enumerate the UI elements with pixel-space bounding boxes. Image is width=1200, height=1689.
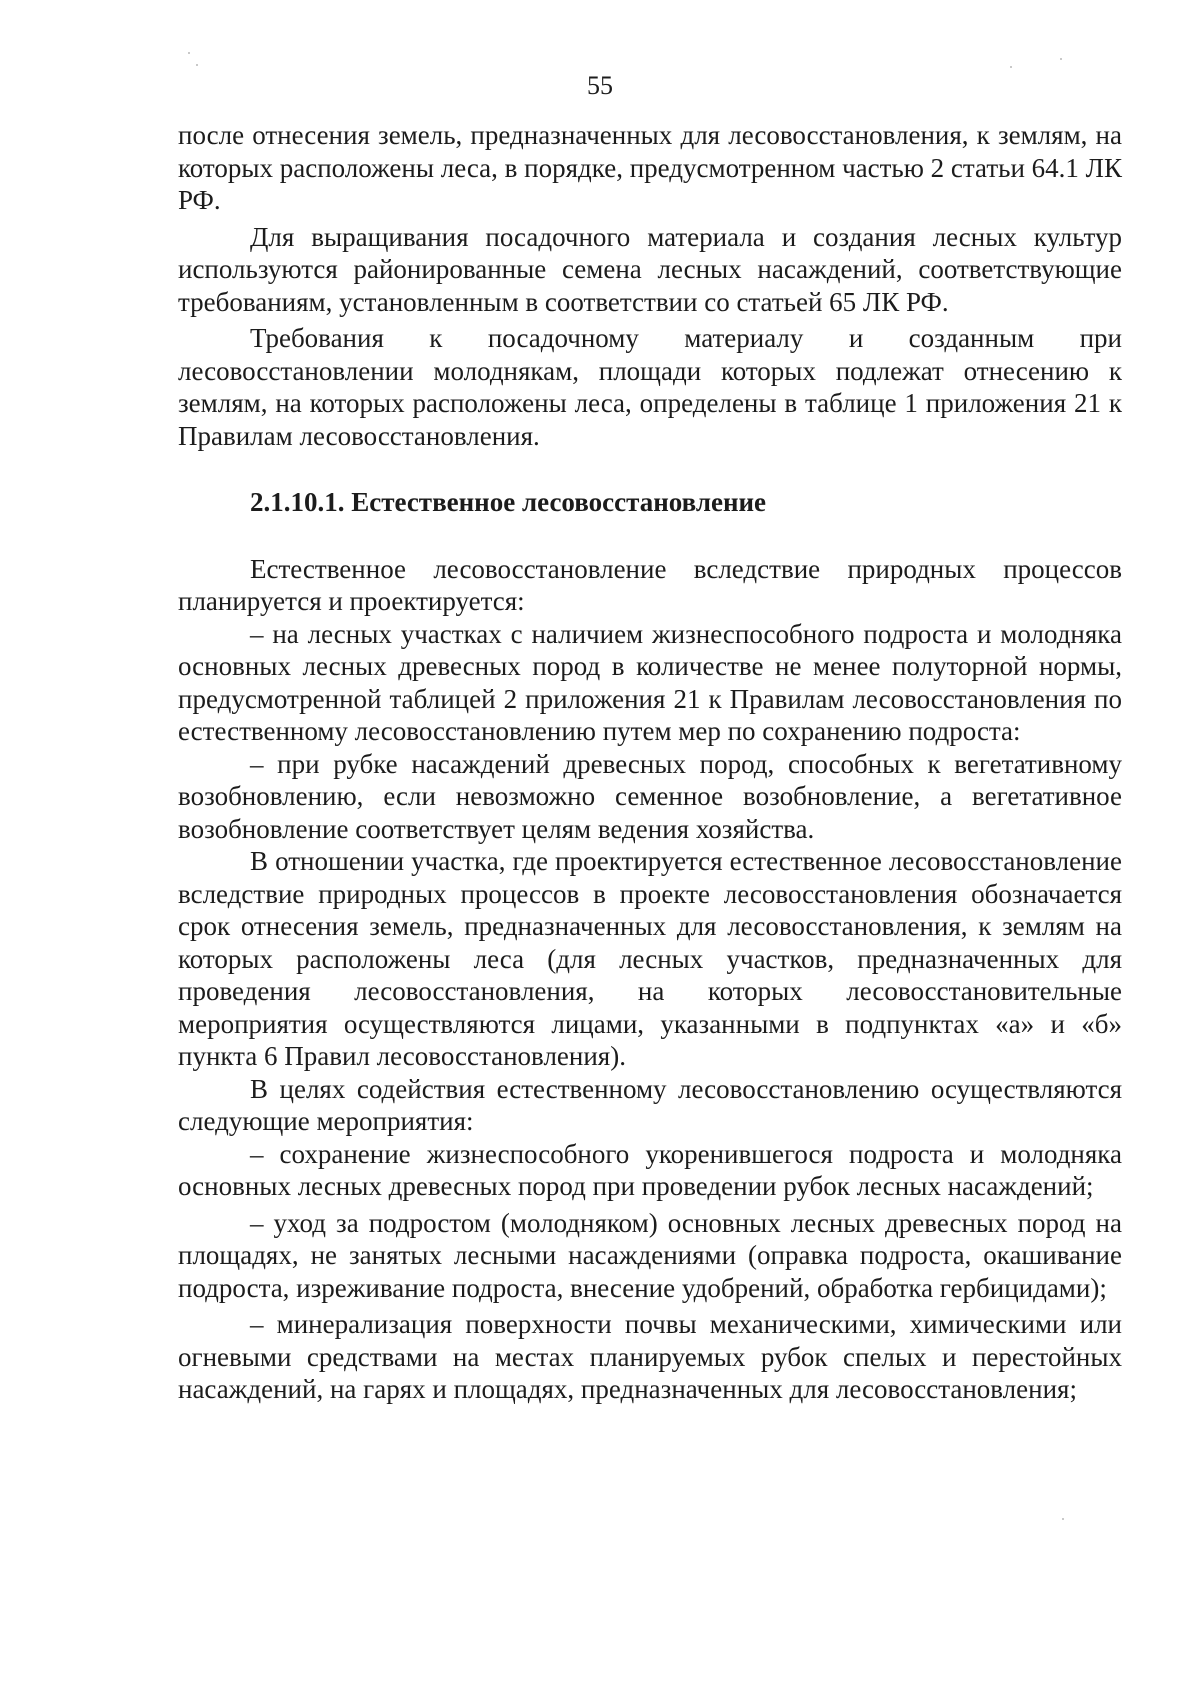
list-item: – сохранение жизнеспособного укоренившегося подроста и молодняка основных лесных древесных пород при проведении рубок лесных насаждений; (178, 1138, 1122, 1201)
paragraph: Естественное лесовосстановление вследствие природных процессов планируется и проектируется: (178, 553, 1122, 616)
scan-speck (1010, 66, 1012, 68)
scan-speck (188, 52, 190, 54)
list-item: – при рубке насаждений древесных пород, способных к вегетативному возобновлению, если невозможно семенное возобновление, а вегетативное возобновление соответствует целям ведения хозяйства. (178, 748, 1122, 844)
paragraph: В целях содействия естественному лесовосстановлению осуществляются следующие мероприятия: (178, 1073, 1122, 1136)
paragraph: В отношении участка, где проектируется естественное лесовосстановление вследствие природных процессов в проекте лесовосстановления обозначается срок отнесения земель, предназначенных для лесовосстановления, к землям на которых расположены леса (для лесных участков, предназначенных для проведения лесовосстановления, на которых лесовосстановительные мероприятия осуществляются лицами, указанными в подпунктах «а» и «б» пункта 6 Правил лесовосстановления). (178, 846, 1122, 1071)
paragraph: Требования к посадочному материалу и созданным при лесовосстановлении молоднякам, площади которых подлежат отнесению к землям, на которых расположены леса, определены в таблице 1 приложения 21 к Правилам лесовосстановления. (178, 323, 1122, 451)
scan-speck (1062, 1518, 1064, 1520)
scan-speck (1060, 58, 1062, 60)
page-number: 55 (587, 71, 613, 100)
paragraph: после отнесения земель, предназначенных для лесовосстановления, к землям, на которых расположены леса, в порядке, предусмотренном частью 2 статьи 64.1 ЛК РФ. (178, 120, 1122, 215)
list-item: – уход за подростом (молодняком) основных лесных древесных пород на площадях, не занятых лесными насаждениями (оправка подроста, окашивание подроста, изреживание подроста, внесение удобрений, обработка гербицидами); (178, 1207, 1122, 1303)
list-item: – на лесных участках с наличием жизнеспособного подроста и молодняка основных лесных древесных пород в количестве не менее полуторной нормы, предусмотренной таблицей 2 приложения 21 к Правилам лесовосстановления по естественному лесовосстановлению путем мер по сохранению подроста: (178, 618, 1122, 746)
scan-speck (196, 64, 198, 66)
section-heading: 2.1.10.1. Естественное лесовосстановление (250, 487, 767, 517)
paragraph: Для выращивания посадочного материала и создания лесных культур используются районированные семена лесных насаждений, соответствующие требованиям, установленным в соответствии со статьей 65 ЛК РФ. (178, 221, 1122, 317)
list-item: – минерализация поверхности почвы механическими, химическими или огневыми средствами на местах планируемых рубок спелых и перестойных насаждений, на гарях и площадях, предназначенных для лесовосстановления; (178, 1309, 1122, 1404)
document-body (178, 119, 1122, 1406)
